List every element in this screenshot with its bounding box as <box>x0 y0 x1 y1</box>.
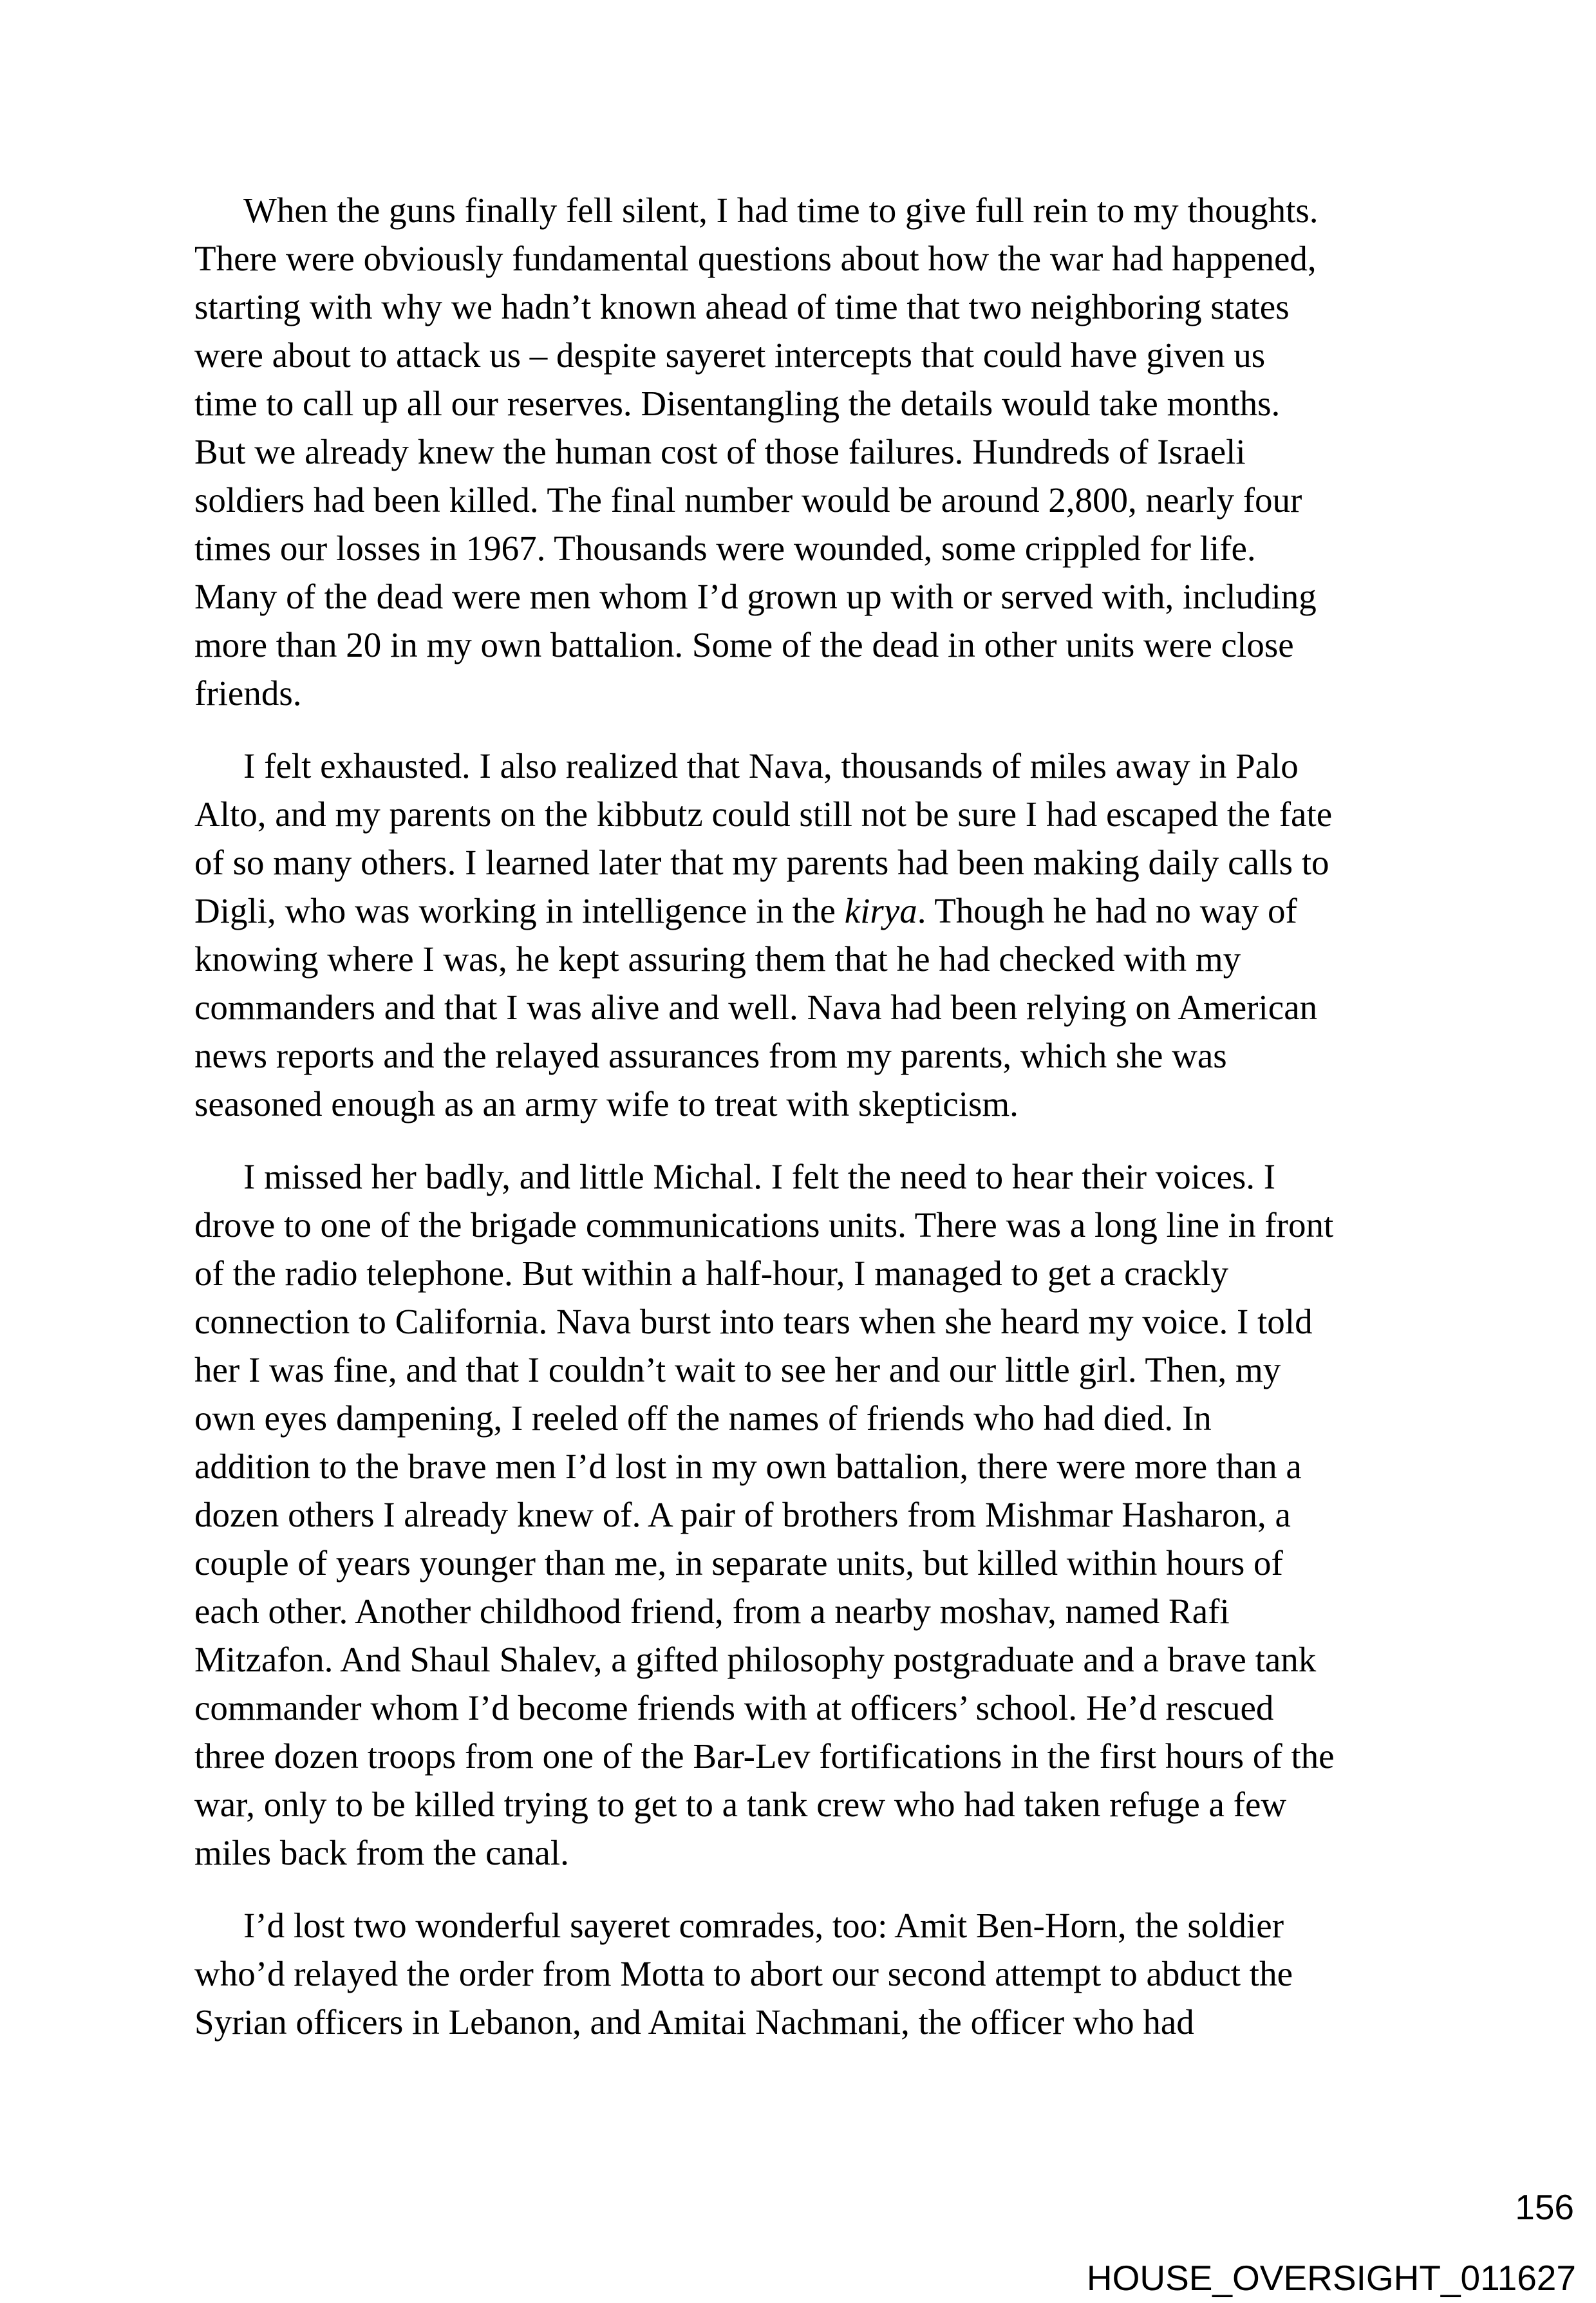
text-line: own eyes dampening, I reeled off the names of friends who had died. In <box>194 1398 1212 1438</box>
text-line: knowing where I was, he kept assuring them that he had checked with my <box>194 939 1241 979</box>
text-line: I felt exhausted. I also realized that Nava, thousands of miles away in Palo <box>243 746 1299 785</box>
paragraph-2 <box>194 742 1431 1128</box>
text-line: her I was fine, and that I couldn’t wait to see her and our little girl. Then, my <box>194 1350 1281 1389</box>
page-number: 156 <box>1515 2187 1574 2227</box>
text-line: There were obviously fundamental questions about how the war had happened, <box>194 239 1317 278</box>
text-segment: . Though he had no way of <box>917 891 1297 930</box>
paragraph-1 <box>194 186 1431 717</box>
text-line: three dozen troops from one of the Bar-Lev fortifications in the first hours of the <box>194 1736 1335 1776</box>
text-line: times our losses in 1967. Thousands were wounded, some crippled for life. <box>194 529 1256 568</box>
paragraph-4 <box>194 1901 1431 2046</box>
text-line: more than 20 in my own battalion. Some of the dead in other units were close <box>194 625 1294 664</box>
text-line: of the radio telephone. But within a half-hour, I managed to get a crackly <box>194 1254 1228 1293</box>
text-line: couple of years younger than me, in separate units, but killed within hours of <box>194 1543 1283 1583</box>
text-line: each other. Another childhood friend, from a nearby moshav, named Rafi <box>194 1592 1230 1631</box>
text-line: I’d lost two wonderful sayeret comrades, too: Amit Ben-Horn, the soldier <box>243 1906 1284 1945</box>
text-line: When the guns finally fell silent, I had time to give full rein to my thoughts. <box>243 191 1319 230</box>
text-line: news reports and the relayed assurances from my parents, which she was <box>194 1036 1227 1075</box>
text-line: addition to the brave men I’d lost in my own battalion, there were more than a <box>194 1447 1302 1486</box>
text-line-with-italic <box>194 887 1431 935</box>
text-line: Syrian officers in Lebanon, and Amitai Nachmani, the officer who had <box>194 2002 1194 2042</box>
text-line: commanders and that I was alive and well. Nava had been relying on American <box>194 988 1318 1027</box>
text-line: But we already knew the human cost of those failures. Hundreds of Israeli <box>194 432 1246 471</box>
text-line: I missed her badly, and little Michal. I felt the need to hear their voices. I <box>243 1157 1276 1196</box>
text-line: soldiers had been killed. The final number would be around 2,800, nearly four <box>194 480 1302 520</box>
text-line: commander whom I’d become friends with at officers’ school. He’d rescued <box>194 1688 1274 1727</box>
text-line: dozen others I already knew of. A pair of brothers from Mishmar Hasharon, a <box>194 1495 1291 1534</box>
text-line: Mitzafon. And Shaul Shalev, a gifted philosophy postgraduate and a brave tank <box>194 1640 1317 1679</box>
italic-word: kirya <box>844 891 917 930</box>
text-line: were about to attack us – despite sayeret intercepts that could have given us <box>194 335 1266 375</box>
text-line: friends. <box>194 673 302 713</box>
text-line: seasoned enough as an army wife to treat with skepticism. <box>194 1084 1019 1123</box>
text-line: Alto, and my parents on the kibbutz could still not be sure I had escaped the fate <box>194 794 1333 834</box>
bates-stamp: HOUSE_OVERSIGHT_011627 <box>1086 2258 1576 2298</box>
text-line: time to call up all our reserves. Disentangling the details would take months. <box>194 384 1281 423</box>
paragraph-3 <box>194 1152 1431 1877</box>
text-line: of so many others. I learned later that my parents had been making daily calls to <box>194 843 1329 882</box>
text-line: who’d relayed the order from Motta to abort our second attempt to abduct the <box>194 1954 1293 1993</box>
text-line: drove to one of the brigade communications units. There was a long line in front <box>194 1205 1334 1245</box>
page-body <box>194 186 1431 2071</box>
text-line: starting with why we hadn’t known ahead of time that two neighboring states <box>194 287 1290 326</box>
text-line: connection to California. Nava burst into tears when she heard my voice. I told <box>194 1302 1313 1341</box>
text-line: miles back from the canal. <box>194 1833 569 1872</box>
text-line: war, only to be killed trying to get to a tank crew who had taken refuge a few <box>194 1785 1287 1824</box>
text-line: Many of the dead were men whom I’d grown up with or served with, including <box>194 577 1317 616</box>
text-segment: Digli, who was working in intelligence in the <box>194 891 845 930</box>
